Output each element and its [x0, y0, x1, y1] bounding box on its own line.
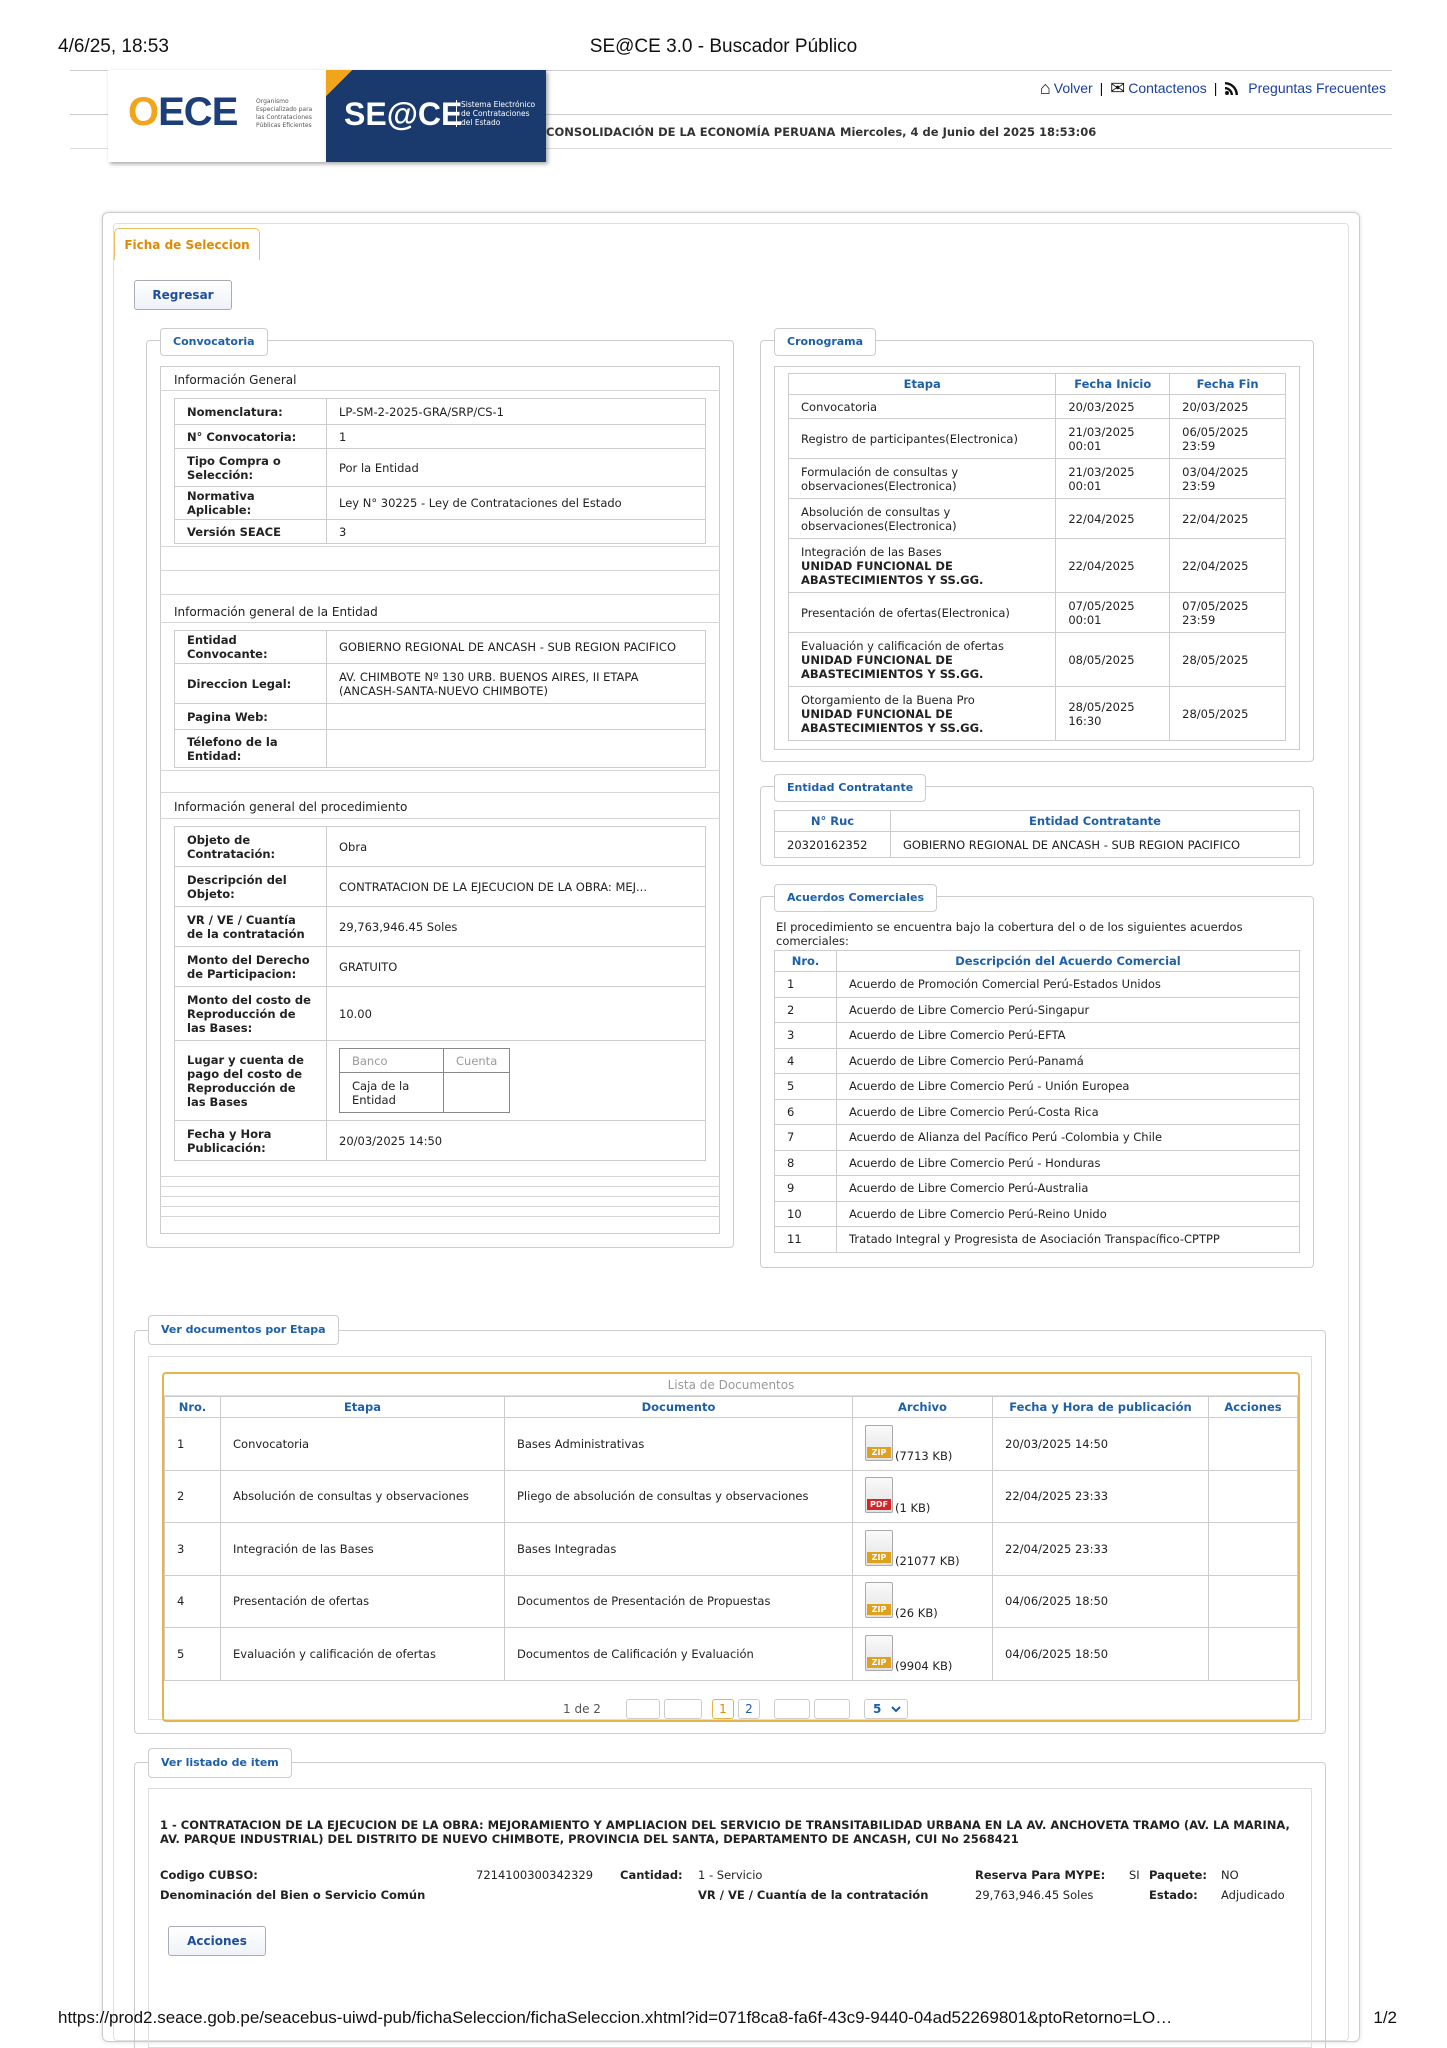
- doc-etapa: Presentación de ofertas: [221, 1575, 505, 1628]
- seace-logo: [326, 70, 546, 162]
- acuerdo-nro: 7: [775, 1125, 837, 1151]
- acuerdo-descripcion: Acuerdo de Libre Comercio Perú - Unión Europea: [837, 1074, 1300, 1100]
- procedimiento-label: VR / VE / Cuantía de la contratación: [175, 907, 327, 947]
- col-doc-etapa: Etapa: [221, 1397, 505, 1418]
- acuerdo-descripcion: Acuerdo de Alianza del Pacífico Perú -Colombia y Chile: [837, 1125, 1300, 1151]
- acuerdo-nro: 3: [775, 1023, 837, 1049]
- procedimiento-heading: Información general del procedimiento: [174, 800, 408, 814]
- pager-next-button[interactable]: [774, 1699, 810, 1719]
- table-row: [789, 593, 1286, 633]
- fecha-inicio: 28/05/2025 16:30: [1056, 687, 1170, 741]
- cronograma-etapa: [789, 687, 1056, 741]
- col-ruc: N° Ruc: [775, 811, 891, 832]
- file-size: (7713 KB): [895, 1448, 953, 1463]
- vr-label: VR / VE / Cuantía de la contratación: [698, 1888, 929, 1902]
- paquete-label: Paquete:: [1149, 1868, 1207, 1882]
- acuerdo-descripcion: Acuerdo de Promoción Comercial Perú-Estados Unidos: [837, 972, 1300, 998]
- doc-archivo: [853, 1628, 993, 1681]
- zip-file-icon[interactable]: [865, 1635, 893, 1671]
- doc-acciones[interactable]: [1209, 1628, 1298, 1681]
- cuenta-value: [444, 1073, 510, 1113]
- doc-fecha: 20/03/2025 14:50: [993, 1418, 1209, 1471]
- table-row: [789, 395, 1286, 419]
- acuerdo-nro: 6: [775, 1099, 837, 1125]
- table-row: [165, 1523, 1298, 1576]
- acuerdo-nro: 1: [775, 972, 837, 998]
- procedimiento-row: [175, 1121, 706, 1161]
- col-etapa: Etapa: [789, 374, 1056, 395]
- procedimiento-value: [327, 1041, 706, 1121]
- procedimiento-value: CONTRATACION DE LA EJECUCION DE LA OBRA: MEJ...: [327, 867, 706, 907]
- acuerdos-intro: El procedimiento se encuentra bajo la cobertura del o de los siguientes acuerdos comerciales:: [776, 920, 1243, 948]
- pager-page-2[interactable]: 2: [738, 1699, 760, 1719]
- procedimiento-label: Objeto de Contratación:: [175, 827, 327, 867]
- items-legend[interactable]: Ver listado de item: [148, 1748, 292, 1778]
- fecha-fin: 03/04/2025 23:59: [1170, 459, 1286, 499]
- table-row: [775, 1074, 1300, 1100]
- col-fecha-fin: Fecha Fin: [1170, 374, 1286, 395]
- col-doc-acciones: Acciones: [1209, 1397, 1298, 1418]
- table-row: [789, 459, 1286, 499]
- acuerdo-nro: 10: [775, 1201, 837, 1227]
- general-value: 3: [327, 520, 706, 544]
- fecha-inicio: 07/05/2025 00:01: [1056, 593, 1170, 633]
- file-size: (26 KB): [895, 1606, 938, 1621]
- file-type-label: PDF: [867, 1499, 891, 1510]
- col-nro: Nro.: [775, 951, 837, 972]
- doc-archivo: [853, 1575, 993, 1628]
- acuerdos-table: [774, 950, 1300, 1253]
- general-label: Tipo Compra o Selección:: [175, 449, 327, 487]
- table-row: [789, 633, 1286, 687]
- estado-value: Adjudicado: [1221, 1888, 1285, 1902]
- pager-summary: 1 de 2: [563, 1702, 601, 1716]
- table-row: [775, 1099, 1300, 1125]
- doc-archivo: [853, 1523, 993, 1576]
- doc-nro: 2: [165, 1470, 221, 1523]
- general-label: Normativa Aplicable:: [175, 487, 327, 520]
- zip-file-icon[interactable]: [865, 1530, 893, 1566]
- entidad-heading: Información general de la Entidad: [174, 605, 378, 619]
- doc-nro: 5: [165, 1628, 221, 1681]
- procedimiento-row: [175, 987, 706, 1041]
- cronograma-legend: Cronograma: [774, 328, 876, 356]
- pager-last-button[interactable]: [814, 1699, 850, 1719]
- acuerdos-legend: Acuerdos Comerciales: [774, 884, 937, 912]
- general-value: Ley N° 30225 - Ley de Contrataciones del Estado: [327, 487, 706, 520]
- doc-archivo: [853, 1470, 993, 1523]
- documentos-legend[interactable]: Ver documentos por Etapa: [148, 1315, 339, 1345]
- tagline: CONSOLIDACIÓN DE LA ECONOMÍA PERUANA: [546, 125, 836, 139]
- acuerdo-descripcion: Acuerdo de Libre Comercio Perú-Singapur: [837, 997, 1300, 1023]
- table-row: [340, 1073, 510, 1113]
- procedimiento-value: 29,763,946.45 Soles: [327, 907, 706, 947]
- procedimiento-value: 20/03/2025 14:50: [327, 1121, 706, 1161]
- col-doc-documento: Documento: [505, 1397, 853, 1418]
- pdf-file-icon[interactable]: [865, 1477, 893, 1513]
- table-row: [789, 539, 1286, 593]
- print-datetime: 4/6/25, 18:53: [58, 36, 169, 57]
- fecha-fin: 22/04/2025: [1170, 539, 1286, 593]
- general-row: [175, 425, 706, 449]
- doc-nro: 4: [165, 1575, 221, 1628]
- procedimiento-label: Lugar y cuenta de pago del costo de Reproducción de las Bases: [175, 1041, 327, 1121]
- table-row: [775, 832, 1300, 858]
- table-row: [775, 1176, 1300, 1202]
- entidad-label: Direccion Legal:: [175, 664, 327, 704]
- entidad-row: [175, 664, 706, 704]
- doc-acciones[interactable]: [1209, 1470, 1298, 1523]
- general-label: N° Convocatoria:: [175, 425, 327, 449]
- entidad-contratante-legend: Entidad Contratante: [774, 774, 926, 802]
- etapa-name: Registro de participantes(Electronica): [801, 431, 1018, 446]
- seace-logo-subtitle: Sistema Electrónico de Contrataciones del Estado: [456, 100, 542, 127]
- pager-prev-button[interactable]: [664, 1699, 702, 1719]
- table-row: [775, 1201, 1300, 1227]
- entidad-table: [174, 630, 706, 768]
- fecha-inicio: 21/03/2025 00:01: [1056, 419, 1170, 459]
- fecha-fin: 07/05/2025 23:59: [1170, 593, 1286, 633]
- col-banco: Banco: [340, 1049, 444, 1073]
- etapa-unidad: UNIDAD FUNCIONAL DE ABASTECIMIENTOS Y SS.GG.: [801, 558, 984, 587]
- item-title: 1 - CONTRATACION DE LA EJECUCION DE LA OBRA: MEJORAMIENTO Y AMPLIACION DEL SERVICIO DE TRANSITABILIDAD URBANA EN LA AV. ANCHOVETA TRAMO (AV. LA MARINA, AV. PARQUE INDUSTRIAL) DEL DISTRITO DE NUEVO CHIMBOTE, PROVINCIA DEL SANTA, DEPARTAMENTO DE ANCASH, CUI No 2568421: [160, 1818, 1290, 1846]
- acuerdo-descripcion: Tratado Integral y Progresista de Asociación Transpacífico-CPTPP: [837, 1227, 1300, 1253]
- cronograma-etapa: [789, 419, 1056, 459]
- table-row: [775, 1150, 1300, 1176]
- doc-fecha: 22/04/2025 23:33: [993, 1523, 1209, 1576]
- envelope-icon: ✉: [1110, 78, 1126, 98]
- mype-label: Reserva Para MYPE:: [975, 1868, 1106, 1882]
- table-row: [775, 972, 1300, 998]
- table-row: [789, 687, 1286, 741]
- table-row: [775, 1227, 1300, 1253]
- doc-archivo: [853, 1418, 993, 1471]
- rows-per-page-select[interactable]: 5: [864, 1699, 908, 1719]
- cronograma-table: [788, 373, 1286, 741]
- etapa-name: Evaluación y calificación de ofertas: [801, 638, 1004, 653]
- doc-fecha: 22/04/2025 23:33: [993, 1470, 1209, 1523]
- general-row: [175, 487, 706, 520]
- doc-documento: Pliego de absolución de consultas y observaciones: [505, 1470, 853, 1523]
- estado-label: Estado:: [1149, 1888, 1198, 1902]
- table-row: [789, 499, 1286, 539]
- fecha-inicio: 22/04/2025: [1056, 499, 1170, 539]
- doc-etapa: Evaluación y calificación de ofertas: [221, 1628, 505, 1681]
- etapa-unidad: UNIDAD FUNCIONAL DE ABASTECIMIENTOS Y SS.GG.: [801, 652, 984, 681]
- doc-fecha: 04/06/2025 18:50: [993, 1575, 1209, 1628]
- table-row: [775, 997, 1300, 1023]
- cronograma-etapa: [789, 633, 1056, 687]
- procedimiento-label: Monto del Derecho de Participacion:: [175, 947, 327, 987]
- pager-first-button[interactable]: [626, 1699, 660, 1719]
- tab-ficha-seleccion[interactable]: Ficha de Seleccion: [114, 228, 260, 260]
- banco-value: Caja de la Entidad: [340, 1073, 444, 1113]
- ruc-value: 20320162352: [775, 832, 891, 858]
- zip-file-icon[interactable]: [865, 1425, 893, 1461]
- procedimiento-table: [174, 826, 706, 1161]
- doc-nro: 3: [165, 1523, 221, 1576]
- general-value: LP-SM-2-2025-GRA/SRP/CS-1: [327, 399, 706, 425]
- general-row: [175, 449, 706, 487]
- rss-icon: [1224, 78, 1245, 98]
- fecha-fin: 28/05/2025: [1170, 633, 1286, 687]
- mype-value: SI: [1129, 1868, 1140, 1882]
- chevron-down-icon: [891, 1700, 901, 1723]
- entidad-label: Pagina Web:: [175, 704, 327, 730]
- fecha-inicio: 22/04/2025: [1056, 539, 1170, 593]
- file-size: (1 KB): [895, 1501, 931, 1516]
- denominacion-label: Denominación del Bien o Servicio Común: [160, 1888, 426, 1902]
- etapa-name: Convocatoria: [801, 399, 878, 414]
- fecha-fin: 22/04/2025: [1170, 499, 1286, 539]
- etapa-name: Absolución de consultas y observaciones(Electronica): [801, 504, 957, 533]
- etapa-name: Otorgamiento de la Buena Pro: [801, 692, 975, 707]
- doc-documento: Bases Administrativas: [505, 1418, 853, 1471]
- paquete-value: NO: [1221, 1868, 1239, 1882]
- fecha-fin: 06/05/2025 23:59: [1170, 419, 1286, 459]
- etapa-unidad: UNIDAD FUNCIONAL DE ABASTECIMIENTOS Y SS.GG.: [801, 706, 984, 735]
- contact-link[interactable]: Contactenos: [1128, 80, 1207, 96]
- procedimiento-value: Obra: [327, 827, 706, 867]
- col-descripcion: Descripción del Acuerdo Comercial: [837, 951, 1300, 972]
- site-banner: [70, 70, 1392, 150]
- convocatoria-legend: Convocatoria: [160, 328, 268, 356]
- fecha-fin: 20/03/2025: [1170, 395, 1286, 419]
- doc-etapa: Convocatoria: [221, 1418, 505, 1471]
- print-header: [58, 36, 1389, 58]
- procedimiento-label: Descripción del Objeto:: [175, 867, 327, 907]
- entidad-row: [175, 704, 706, 730]
- general-value: 1: [327, 425, 706, 449]
- zip-file-icon[interactable]: [865, 1582, 893, 1618]
- entidad-value: GOBIERNO REGIONAL DE ANCASH - SUB REGION PACIFICO: [327, 631, 706, 664]
- fecha-inicio: 20/03/2025: [1056, 395, 1170, 419]
- entidad-value: GOBIERNO REGIONAL DE ANCASH - SUB REGION PACIFICO: [891, 832, 1300, 858]
- file-type-label: ZIP: [867, 1447, 891, 1458]
- acuerdo-nro: 9: [775, 1176, 837, 1202]
- cronograma-etapa: [789, 593, 1056, 633]
- doc-documento: Documentos de Presentación de Propuestas: [505, 1575, 853, 1628]
- procedimiento-row: [175, 827, 706, 867]
- etapa-name: Integración de las Bases: [801, 544, 942, 559]
- general-row: [175, 399, 706, 425]
- doc-fecha: 04/06/2025 18:50: [993, 1628, 1209, 1681]
- cantidad-value: 1 - Servicio: [698, 1868, 763, 1882]
- back-link[interactable]: Volver: [1053, 80, 1093, 96]
- procedimiento-row: [175, 867, 706, 907]
- procedimiento-label: Fecha y Hora Publicación:: [175, 1121, 327, 1161]
- col-cuenta: Cuenta: [444, 1049, 510, 1073]
- informacion-general-heading: Información General: [174, 373, 297, 387]
- general-label: Nomenclatura:: [175, 399, 327, 425]
- entidad-value: [327, 704, 706, 730]
- entidad-row: [175, 730, 706, 768]
- general-label: Versión SEACE: [175, 520, 327, 544]
- procedimiento-value: 10.00: [327, 987, 706, 1041]
- cronograma-etapa: [789, 395, 1056, 419]
- print-url: https://prod2.seace.gob.pe/seacebus-uiwd-pub/fichaSeleccion/fichaSeleccion.xhtml?id=071f8ca8-fa6f-43c9-9440-04ad52269801&ptoRetorno=LO…: [58, 2008, 1173, 2027]
- acuerdo-nro: 11: [775, 1227, 837, 1253]
- documentos-caption: Lista de Documentos: [164, 1374, 1298, 1396]
- print-page-number: 1/2: [1373, 2008, 1397, 2027]
- entidad-label: Télefono de la Entidad:: [175, 730, 327, 768]
- table-row: [165, 1418, 1298, 1471]
- entidad-row: [175, 631, 706, 664]
- col-doc-nro: Nro.: [165, 1397, 221, 1418]
- acuerdo-descripcion: Acuerdo de Libre Comercio Perú-Australia: [837, 1176, 1300, 1202]
- table-row: [775, 1048, 1300, 1074]
- cubso-value: 7214100300342329: [476, 1868, 594, 1882]
- procedimiento-label: Monto del costo de Reproducción de las Bases:: [175, 987, 327, 1041]
- cronograma-etapa: [789, 459, 1056, 499]
- acuerdo-nro: 5: [775, 1074, 837, 1100]
- table-row: [775, 1023, 1300, 1049]
- doc-acciones[interactable]: [1209, 1523, 1298, 1576]
- entidad-contratante-table: [774, 810, 1300, 858]
- table-row: [165, 1575, 1298, 1628]
- doc-nro: 1: [165, 1418, 221, 1471]
- procedimiento-value: GRATUITO: [327, 947, 706, 987]
- doc-acciones[interactable]: [1209, 1575, 1298, 1628]
- general-value: Por la Entidad: [327, 449, 706, 487]
- general-row: [175, 520, 706, 544]
- file-size: (9904 KB): [895, 1658, 953, 1673]
- oece-logo-subtitle: Organismo Especializado para las Contrataciones Públicas Eficientes: [256, 98, 313, 129]
- oece-logo-mark: OECE: [128, 90, 238, 134]
- acuerdo-descripcion: Acuerdo de Libre Comercio Perú-Costa Rica: [837, 1099, 1300, 1125]
- file-type-label: ZIP: [867, 1657, 891, 1668]
- seace-logo-mark: SE@CE: [344, 96, 463, 132]
- print-page-title: SE@CE 3.0 - Buscador Público: [589, 36, 858, 57]
- acuerdo-nro: 2: [775, 997, 837, 1023]
- acuerdo-descripcion: Acuerdo de Libre Comercio Perú - Honduras: [837, 1150, 1300, 1176]
- procedimiento-row: [175, 1041, 706, 1121]
- table-row: [165, 1470, 1298, 1523]
- print-footer: [58, 2008, 1397, 2030]
- acuerdo-nro: 8: [775, 1150, 837, 1176]
- doc-etapa: Integración de las Bases: [221, 1523, 505, 1576]
- acuerdo-descripcion: Acuerdo de Libre Comercio Perú-Reino Unido: [837, 1201, 1300, 1227]
- informacion-general-table: [174, 398, 706, 544]
- acciones-button[interactable]: Acciones: [168, 1926, 266, 1956]
- entidad-value: [327, 730, 706, 768]
- etapa-name: Formulación de consultas y observaciones(Electronica): [801, 464, 959, 493]
- etapa-name: Presentación de ofertas(Electronica): [801, 605, 1010, 620]
- faq-link[interactable]: Preguntas Frecuentes: [1248, 80, 1386, 96]
- doc-acciones[interactable]: [1209, 1418, 1298, 1471]
- fecha-inicio: 21/03/2025 00:01: [1056, 459, 1170, 499]
- acuerdo-descripcion: Acuerdo de Libre Comercio Perú-EFTA: [837, 1023, 1300, 1049]
- top-links: ⌂ Volver | ✉ Contactenos | Preguntas Frecuentes: [1039, 78, 1386, 98]
- file-type-label: ZIP: [867, 1604, 891, 1615]
- current-datetime: Miercoles, 4 de Junio del 2025 18:53:06: [840, 125, 1097, 139]
- regresar-button[interactable]: Regresar: [134, 280, 232, 310]
- fecha-inicio: 08/05/2025: [1056, 633, 1170, 687]
- procedimiento-row: [175, 947, 706, 987]
- cronograma-etapa: [789, 539, 1056, 593]
- file-size: (21077 KB): [895, 1553, 960, 1568]
- entidad-label: Entidad Convocante:: [175, 631, 327, 664]
- doc-etapa: Absolución de consultas y observaciones: [221, 1470, 505, 1523]
- pager-page-1[interactable]: 1: [712, 1699, 734, 1719]
- fecha-fin: 28/05/2025: [1170, 687, 1286, 741]
- file-type-label: ZIP: [867, 1552, 891, 1563]
- table-row: [789, 419, 1286, 459]
- doc-documento: Documentos de Calificación y Evaluación: [505, 1628, 853, 1681]
- col-fecha-inicio: Fecha Inicio: [1056, 374, 1170, 395]
- entidad-value: AV. CHIMBOTE Nº 130 URB. BUENOS AIRES, II ETAPA (ANCASH-SANTA-NUEVO CHIMBOTE): [327, 664, 706, 704]
- col-doc-fecha: Fecha y Hora de publicación: [993, 1397, 1209, 1418]
- vr-value: 29,763,946.45 Soles: [975, 1888, 1094, 1902]
- acuerdo-descripcion: Acuerdo de Libre Comercio Perú-Panamá: [837, 1048, 1300, 1074]
- col-doc-archivo: Archivo: [853, 1397, 993, 1418]
- oece-logo: [108, 70, 326, 162]
- home-icon: ⌂: [1039, 78, 1051, 98]
- acuerdo-nro: 4: [775, 1048, 837, 1074]
- doc-documento: Bases Integradas: [505, 1523, 853, 1576]
- col-entidad: Entidad Contratante: [891, 811, 1300, 832]
- table-row: [165, 1628, 1298, 1681]
- table-row: [775, 1125, 1300, 1151]
- cantidad-label: Cantidad:: [620, 1868, 683, 1882]
- documentos-table: [164, 1396, 1298, 1681]
- procedimiento-row: [175, 907, 706, 947]
- cubso-label: Codigo CUBSO:: [160, 1868, 258, 1882]
- pago-table: [339, 1048, 510, 1113]
- cronograma-etapa: [789, 499, 1056, 539]
